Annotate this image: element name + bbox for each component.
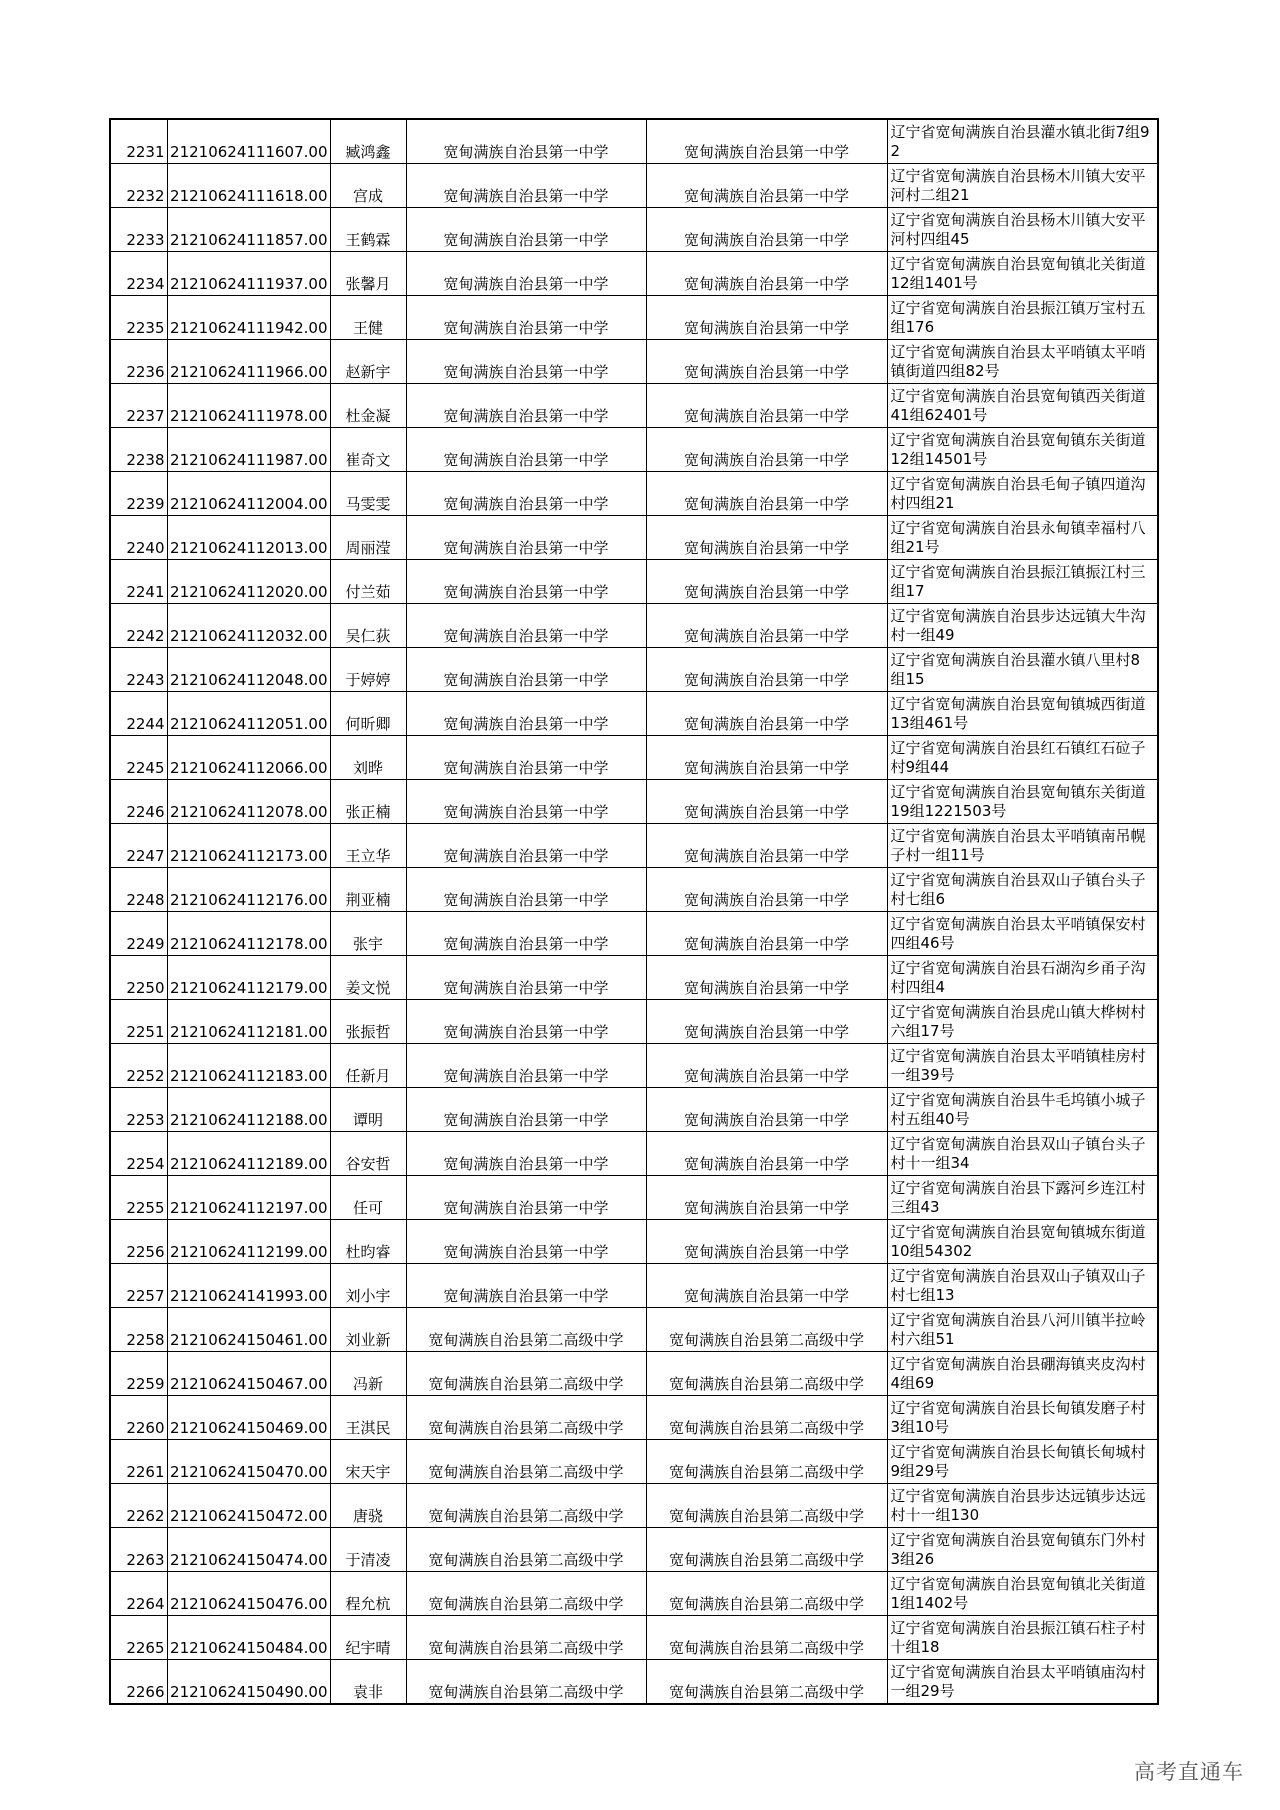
row-number-cell: 2258 <box>110 1308 167 1352</box>
table-row <box>110 868 1158 912</box>
address-cell: 辽宁省宽甸满族自治县步达远镇大牛沟村一组49 <box>887 604 1158 648</box>
school-cell: 宽甸满族自治县第一中学 <box>406 648 646 692</box>
student-name-cell: 杜金凝 <box>330 384 406 428</box>
row-number-cell: 2256 <box>110 1220 167 1264</box>
admitted-school-cell: 宽甸满族自治县第二高级中学 <box>646 1660 887 1705</box>
admitted-school-cell: 宽甸满族自治县第一中学 <box>646 1044 887 1088</box>
table-row <box>110 1132 1158 1176</box>
student-name-cell: 刘小宇 <box>330 1264 406 1308</box>
school-cell: 宽甸满族自治县第一中学 <box>406 956 646 1000</box>
student-name-cell: 姜文悦 <box>330 956 406 1000</box>
admitted-school-cell: 宽甸满族自治县第二高级中学 <box>646 1484 887 1528</box>
admitted-school-cell: 宽甸满族自治县第二高级中学 <box>646 1528 887 1572</box>
exam-id-cell: 21210624111857.00 <box>167 208 330 252</box>
address-cell: 辽宁省宽甸满族自治县杨木川镇大安平河村二组21 <box>887 164 1158 208</box>
exam-id-cell: 21210624112173.00 <box>167 824 330 868</box>
exam-id-cell: 21210624150467.00 <box>167 1352 330 1396</box>
admitted-school-cell: 宽甸满族自治县第一中学 <box>646 384 887 428</box>
school-cell: 宽甸满族自治县第一中学 <box>406 428 646 472</box>
student-name-cell: 王鹤霖 <box>330 208 406 252</box>
address-cell: 辽宁省宽甸满族自治县太平哨镇南吊幌子村一组11号 <box>887 824 1158 868</box>
exam-id-cell: 21210624112197.00 <box>167 1176 330 1220</box>
exam-id-cell: 21210624112020.00 <box>167 560 330 604</box>
admitted-school-cell: 宽甸满族自治县第二高级中学 <box>646 1396 887 1440</box>
student-name-cell: 谭明 <box>330 1088 406 1132</box>
roster-rows <box>110 119 1158 1704</box>
student-name-cell: 周丽滢 <box>330 516 406 560</box>
row-number-cell: 2250 <box>110 956 167 1000</box>
address-cell: 辽宁省宽甸满族自治县太平哨镇庙沟村一组29号 <box>887 1660 1158 1705</box>
row-number-cell: 2264 <box>110 1572 167 1616</box>
student-name-cell: 冯新 <box>330 1352 406 1396</box>
school-cell: 宽甸满族自治县第一中学 <box>406 296 646 340</box>
exam-id-cell: 21210624111607.00 <box>167 119 330 164</box>
exam-id-cell: 21210624112048.00 <box>167 648 330 692</box>
admitted-school-cell: 宽甸满族自治县第一中学 <box>646 164 887 208</box>
admitted-school-cell: 宽甸满族自治县第一中学 <box>646 692 887 736</box>
student-name-cell: 赵新宇 <box>330 340 406 384</box>
table-row <box>110 1484 1158 1528</box>
row-number-cell: 2249 <box>110 912 167 956</box>
school-cell: 宽甸满族自治县第二高级中学 <box>406 1396 646 1440</box>
student-name-cell: 张振哲 <box>330 1000 406 1044</box>
row-number-cell: 2246 <box>110 780 167 824</box>
school-cell: 宽甸满族自治县第一中学 <box>406 1044 646 1088</box>
address-cell: 辽宁省宽甸满族自治县石湖沟乡甬子沟村四组4 <box>887 956 1158 1000</box>
exam-id-cell: 21210624150474.00 <box>167 1528 330 1572</box>
address-cell: 辽宁省宽甸满族自治县宽甸镇东关街道19组1221503号 <box>887 780 1158 824</box>
address-cell: 辽宁省宽甸满族自治县灌水镇八里村8组15 <box>887 648 1158 692</box>
student-name-cell: 张正楠 <box>330 780 406 824</box>
address-cell: 辽宁省宽甸满族自治县太平哨镇桂房村一组39号 <box>887 1044 1158 1088</box>
address-cell: 辽宁省宽甸满族自治县宽甸镇东门外村3组26 <box>887 1528 1158 1572</box>
row-number-cell: 2233 <box>110 208 167 252</box>
address-cell: 辽宁省宽甸满族自治县八河川镇半拉岭村六组51 <box>887 1308 1158 1352</box>
table-row <box>110 1572 1158 1616</box>
table-row <box>110 1616 1158 1660</box>
admitted-school-cell: 宽甸满族自治县第一中学 <box>646 780 887 824</box>
admitted-school-cell: 宽甸满族自治县第一中学 <box>646 1176 887 1220</box>
roster-table <box>109 118 1159 1705</box>
address-cell: 辽宁省宽甸满族自治县牛毛坞镇小城子村五组40号 <box>887 1088 1158 1132</box>
table-row <box>110 1440 1158 1484</box>
table-row <box>110 824 1158 868</box>
row-number-cell: 2241 <box>110 560 167 604</box>
exam-id-cell: 21210624112032.00 <box>167 604 330 648</box>
table-row <box>110 208 1158 252</box>
table-row <box>110 780 1158 824</box>
address-cell: 辽宁省宽甸满族自治县双山子镇台头子村十一组34 <box>887 1132 1158 1176</box>
exam-id-cell: 21210624111942.00 <box>167 296 330 340</box>
school-cell: 宽甸满族自治县第一中学 <box>406 1220 646 1264</box>
address-cell: 辽宁省宽甸满族自治县硼海镇夹皮沟村4组69 <box>887 1352 1158 1396</box>
admitted-school-cell: 宽甸满族自治县第二高级中学 <box>646 1572 887 1616</box>
school-cell: 宽甸满族自治县第一中学 <box>406 1132 646 1176</box>
exam-id-cell: 21210624112066.00 <box>167 736 330 780</box>
row-number-cell: 2252 <box>110 1044 167 1088</box>
address-cell: 辽宁省宽甸满族自治县振江镇振江村三组17 <box>887 560 1158 604</box>
table-row <box>110 472 1158 516</box>
table-row <box>110 1264 1158 1308</box>
row-number-cell: 2257 <box>110 1264 167 1308</box>
student-name-cell: 刘晔 <box>330 736 406 780</box>
table-row <box>110 736 1158 780</box>
address-cell: 辽宁省宽甸满族自治县长甸镇长甸城村9组29号 <box>887 1440 1158 1484</box>
address-cell: 辽宁省宽甸满族自治县宽甸镇城西街道13组461号 <box>887 692 1158 736</box>
address-cell: 辽宁省宽甸满族自治县下露河乡连江村三组43 <box>887 1176 1158 1220</box>
student-name-cell: 刘业新 <box>330 1308 406 1352</box>
table-row <box>110 296 1158 340</box>
table-row <box>110 119 1158 164</box>
school-cell: 宽甸满族自治县第二高级中学 <box>406 1440 646 1484</box>
student-name-cell: 吴仁荻 <box>330 604 406 648</box>
table-row <box>110 1352 1158 1396</box>
school-cell: 宽甸满族自治县第一中学 <box>406 912 646 956</box>
student-name-cell: 杜昀睿 <box>330 1220 406 1264</box>
table-row <box>110 384 1158 428</box>
student-name-cell: 于清凌 <box>330 1528 406 1572</box>
student-name-cell: 何昕卿 <box>330 692 406 736</box>
school-cell: 宽甸满族自治县第一中学 <box>406 208 646 252</box>
address-cell: 辽宁省宽甸满族自治县虎山镇大桦树村六组17号 <box>887 1000 1158 1044</box>
table-row <box>110 340 1158 384</box>
address-cell: 辽宁省宽甸满族自治县永甸镇幸福村八组21号 <box>887 516 1158 560</box>
school-cell: 宽甸满族自治县第一中学 <box>406 736 646 780</box>
table-row <box>110 1000 1158 1044</box>
address-cell: 辽宁省宽甸满族自治县宽甸镇北关街道1组1402号 <box>887 1572 1158 1616</box>
table-row <box>110 648 1158 692</box>
table-row <box>110 1528 1158 1572</box>
row-number-cell: 2240 <box>110 516 167 560</box>
student-name-cell: 袁非 <box>330 1660 406 1705</box>
school-cell: 宽甸满族自治县第一中学 <box>406 384 646 428</box>
student-name-cell: 崔奇文 <box>330 428 406 472</box>
student-name-cell: 张馨月 <box>330 252 406 296</box>
address-cell: 辽宁省宽甸满族自治县太平哨镇保安村四组46号 <box>887 912 1158 956</box>
student-name-cell: 纪宇晴 <box>330 1616 406 1660</box>
student-name-cell: 张宇 <box>330 912 406 956</box>
table-row <box>110 1308 1158 1352</box>
admitted-school-cell: 宽甸满族自治县第一中学 <box>646 252 887 296</box>
exam-id-cell: 21210624111978.00 <box>167 384 330 428</box>
admitted-school-cell: 宽甸满族自治县第二高级中学 <box>646 1352 887 1396</box>
table-row <box>110 516 1158 560</box>
admitted-school-cell: 宽甸满族自治县第一中学 <box>646 208 887 252</box>
exam-id-cell: 21210624112078.00 <box>167 780 330 824</box>
row-number-cell: 2265 <box>110 1616 167 1660</box>
school-cell: 宽甸满族自治县第一中学 <box>406 604 646 648</box>
address-cell: 辽宁省宽甸满族自治县宽甸镇城东街道10组54302 <box>887 1220 1158 1264</box>
table-row <box>110 1088 1158 1132</box>
admitted-school-cell: 宽甸满族自治县第一中学 <box>646 472 887 516</box>
school-cell: 宽甸满族自治县第一中学 <box>406 119 646 164</box>
address-cell: 辽宁省宽甸满族自治县宽甸镇西关街道41组62401号 <box>887 384 1158 428</box>
school-cell: 宽甸满族自治县第一中学 <box>406 1000 646 1044</box>
student-name-cell: 王健 <box>330 296 406 340</box>
exam-id-cell: 21210624150476.00 <box>167 1572 330 1616</box>
student-name-cell: 唐骁 <box>330 1484 406 1528</box>
admitted-school-cell: 宽甸满族自治县第一中学 <box>646 824 887 868</box>
exam-id-cell: 21210624112051.00 <box>167 692 330 736</box>
admitted-school-cell: 宽甸满族自治县第一中学 <box>646 296 887 340</box>
exam-id-cell: 21210624112004.00 <box>167 472 330 516</box>
school-cell: 宽甸满族自治县第二高级中学 <box>406 1572 646 1616</box>
row-number-cell: 2262 <box>110 1484 167 1528</box>
exam-id-cell: 21210624112183.00 <box>167 1044 330 1088</box>
admitted-school-cell: 宽甸满族自治县第一中学 <box>646 604 887 648</box>
exam-id-cell: 21210624112179.00 <box>167 956 330 1000</box>
school-cell: 宽甸满族自治县第一中学 <box>406 560 646 604</box>
admitted-school-cell: 宽甸满族自治县第一中学 <box>646 1220 887 1264</box>
row-number-cell: 2239 <box>110 472 167 516</box>
student-name-cell: 任新月 <box>330 1044 406 1088</box>
school-cell: 宽甸满族自治县第一中学 <box>406 692 646 736</box>
address-cell: 辽宁省宽甸满族自治县长甸镇发磨子村3组10号 <box>887 1396 1158 1440</box>
exam-id-cell: 21210624111937.00 <box>167 252 330 296</box>
student-name-cell: 马雯雯 <box>330 472 406 516</box>
row-number-cell: 2253 <box>110 1088 167 1132</box>
address-cell: 辽宁省宽甸满族自治县双山子镇双山子村七组13 <box>887 1264 1158 1308</box>
exam-id-cell: 21210624150484.00 <box>167 1616 330 1660</box>
exam-id-cell: 21210624111618.00 <box>167 164 330 208</box>
exam-id-cell: 21210624112188.00 <box>167 1088 330 1132</box>
exam-id-cell: 21210624112181.00 <box>167 1000 330 1044</box>
table-row <box>110 1044 1158 1088</box>
school-cell: 宽甸满族自治县第一中学 <box>406 780 646 824</box>
address-cell: 辽宁省宽甸满族自治县红石镇红石砬子村9组44 <box>887 736 1158 780</box>
watermark-text: 高考直通车 <box>1134 1760 1244 1784</box>
exam-id-cell: 21210624150469.00 <box>167 1396 330 1440</box>
school-cell: 宽甸满族自治县第一中学 <box>406 1264 646 1308</box>
table-row <box>110 956 1158 1000</box>
row-number-cell: 2235 <box>110 296 167 340</box>
address-cell: 辽宁省宽甸满族自治县杨木川镇大安平河村四组45 <box>887 208 1158 252</box>
school-cell: 宽甸满族自治县第二高级中学 <box>406 1616 646 1660</box>
table-row <box>110 692 1158 736</box>
row-number-cell: 2236 <box>110 340 167 384</box>
row-number-cell: 2242 <box>110 604 167 648</box>
student-name-cell: 臧鸿鑫 <box>330 119 406 164</box>
admitted-school-cell: 宽甸满族自治县第二高级中学 <box>646 1440 887 1484</box>
exam-id-cell: 21210624112013.00 <box>167 516 330 560</box>
admitted-school-cell: 宽甸满族自治县第一中学 <box>646 912 887 956</box>
school-cell: 宽甸满族自治县第二高级中学 <box>406 1308 646 1352</box>
address-cell: 辽宁省宽甸满族自治县双山子镇台头子村七组6 <box>887 868 1158 912</box>
row-number-cell: 2238 <box>110 428 167 472</box>
student-name-cell: 于婷婷 <box>330 648 406 692</box>
row-number-cell: 2259 <box>110 1352 167 1396</box>
school-cell: 宽甸满族自治县第二高级中学 <box>406 1484 646 1528</box>
table-row <box>110 1396 1158 1440</box>
school-cell: 宽甸满族自治县第一中学 <box>406 824 646 868</box>
row-number-cell: 2266 <box>110 1660 167 1705</box>
table-row <box>110 428 1158 472</box>
student-name-cell: 王立华 <box>330 824 406 868</box>
exam-id-cell: 21210624150472.00 <box>167 1484 330 1528</box>
admitted-school-cell: 宽甸满族自治县第一中学 <box>646 868 887 912</box>
row-number-cell: 2255 <box>110 1176 167 1220</box>
school-cell: 宽甸满族自治县第二高级中学 <box>406 1528 646 1572</box>
admitted-school-cell: 宽甸满族自治县第一中学 <box>646 340 887 384</box>
school-cell: 宽甸满族自治县第二高级中学 <box>406 1660 646 1705</box>
address-cell: 辽宁省宽甸满族自治县振江镇石柱子村十组18 <box>887 1616 1158 1660</box>
student-name-cell: 荆亚楠 <box>330 868 406 912</box>
school-cell: 宽甸满族自治县第一中学 <box>406 516 646 560</box>
school-cell: 宽甸满族自治县第一中学 <box>406 868 646 912</box>
address-cell: 辽宁省宽甸满族自治县振江镇万宝村五组176 <box>887 296 1158 340</box>
address-cell: 辽宁省宽甸满族自治县毛甸子镇四道沟村四组21 <box>887 472 1158 516</box>
row-number-cell: 2245 <box>110 736 167 780</box>
row-number-cell: 2263 <box>110 1528 167 1572</box>
exam-id-cell: 21210624112176.00 <box>167 868 330 912</box>
address-cell: 辽宁省宽甸满族自治县步达远镇步达远村十一组130 <box>887 1484 1158 1528</box>
exam-id-cell: 21210624112189.00 <box>167 1132 330 1176</box>
student-name-cell: 程允杭 <box>330 1572 406 1616</box>
admitted-school-cell: 宽甸满族自治县第一中学 <box>646 560 887 604</box>
school-cell: 宽甸满族自治县第一中学 <box>406 340 646 384</box>
admitted-school-cell: 宽甸满族自治县第一中学 <box>646 1264 887 1308</box>
exam-id-cell: 21210624112199.00 <box>167 1220 330 1264</box>
row-number-cell: 2260 <box>110 1396 167 1440</box>
row-number-cell: 2243 <box>110 648 167 692</box>
exam-id-cell: 21210624111987.00 <box>167 428 330 472</box>
row-number-cell: 2254 <box>110 1132 167 1176</box>
admitted-school-cell: 宽甸满族自治县第二高级中学 <box>646 1308 887 1352</box>
row-number-cell: 2237 <box>110 384 167 428</box>
table-row <box>110 1176 1158 1220</box>
table-row <box>110 252 1158 296</box>
admitted-school-cell: 宽甸满族自治县第一中学 <box>646 1000 887 1044</box>
row-number-cell: 2251 <box>110 1000 167 1044</box>
exam-id-cell: 21210624141993.00 <box>167 1264 330 1308</box>
student-name-cell: 宫成 <box>330 164 406 208</box>
school-cell: 宽甸满族自治县第一中学 <box>406 472 646 516</box>
school-cell: 宽甸满族自治县第一中学 <box>406 252 646 296</box>
address-cell: 辽宁省宽甸满族自治县太平哨镇太平哨镇街道四组82号 <box>887 340 1158 384</box>
student-name-cell: 谷安哲 <box>330 1132 406 1176</box>
exam-id-cell: 21210624150461.00 <box>167 1308 330 1352</box>
exam-id-cell: 21210624111966.00 <box>167 340 330 384</box>
school-cell: 宽甸满族自治县第一中学 <box>406 1176 646 1220</box>
school-cell: 宽甸满族自治县第二高级中学 <box>406 1352 646 1396</box>
address-cell: 辽宁省宽甸满族自治县宽甸镇东关街道12组14501号 <box>887 428 1158 472</box>
table-row <box>110 912 1158 956</box>
row-number-cell: 2244 <box>110 692 167 736</box>
admitted-school-cell: 宽甸满族自治县第一中学 <box>646 648 887 692</box>
exam-id-cell: 21210624150470.00 <box>167 1440 330 1484</box>
table-row <box>110 604 1158 648</box>
row-number-cell: 2248 <box>110 868 167 912</box>
admitted-school-cell: 宽甸满族自治县第一中学 <box>646 956 887 1000</box>
admitted-school-cell: 宽甸满族自治县第一中学 <box>646 1088 887 1132</box>
row-number-cell: 2232 <box>110 164 167 208</box>
student-name-cell: 王淇民 <box>330 1396 406 1440</box>
address-cell: 辽宁省宽甸满族自治县宽甸镇北关街道12组1401号 <box>887 252 1158 296</box>
table-row <box>110 164 1158 208</box>
student-name-cell: 任可 <box>330 1176 406 1220</box>
school-cell: 宽甸满族自治县第一中学 <box>406 1088 646 1132</box>
row-number-cell: 2234 <box>110 252 167 296</box>
student-name-cell: 付兰茹 <box>330 560 406 604</box>
admitted-school-cell: 宽甸满族自治县第一中学 <box>646 119 887 164</box>
admitted-school-cell: 宽甸满族自治县第一中学 <box>646 428 887 472</box>
address-cell: 辽宁省宽甸满族自治县灌水镇北街7组92 <box>887 119 1158 164</box>
row-number-cell: 2231 <box>110 119 167 164</box>
row-number-cell: 2261 <box>110 1440 167 1484</box>
table-row <box>110 1220 1158 1264</box>
exam-id-cell: 21210624150490.00 <box>167 1660 330 1705</box>
admitted-school-cell: 宽甸满族自治县第一中学 <box>646 1132 887 1176</box>
school-cell: 宽甸满族自治县第一中学 <box>406 164 646 208</box>
admitted-school-cell: 宽甸满族自治县第一中学 <box>646 736 887 780</box>
admitted-school-cell: 宽甸满族自治县第一中学 <box>646 516 887 560</box>
table-row <box>110 1660 1158 1705</box>
exam-id-cell: 21210624112178.00 <box>167 912 330 956</box>
admitted-school-cell: 宽甸满族自治县第二高级中学 <box>646 1616 887 1660</box>
student-name-cell: 宋天宇 <box>330 1440 406 1484</box>
table-row <box>110 560 1158 604</box>
row-number-cell: 2247 <box>110 824 167 868</box>
